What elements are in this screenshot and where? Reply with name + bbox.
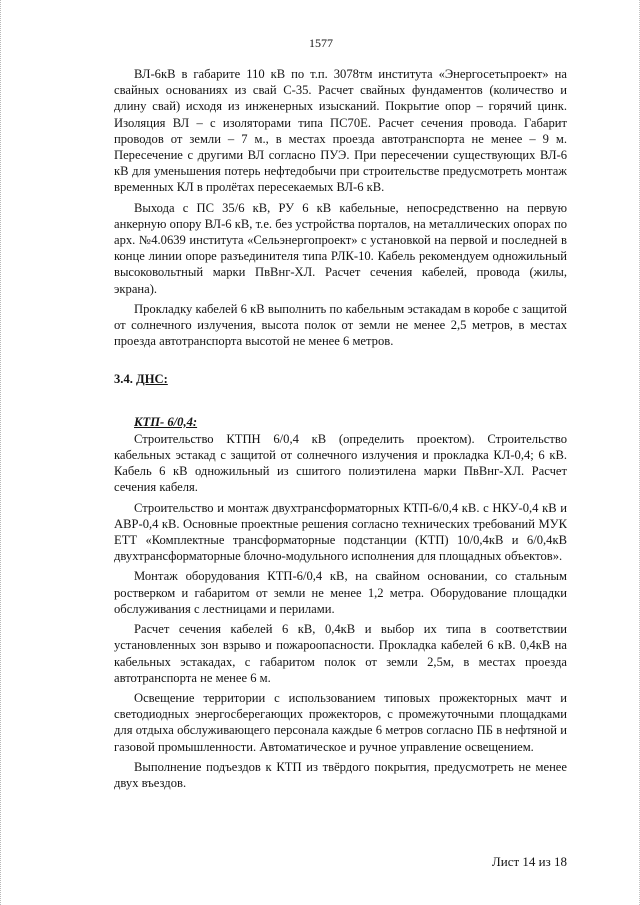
paragraph-vl6kv: ВЛ-6кВ в габарите 110 кВ по т.п. 3078тм института «Энергосетьпроект» на свайных основаниях из свай С-35. Расчет свайных фундаментов (количество и длину свай) исходя из инженерных изысканий. Покрытие опор – горячий цинк. Изоляция ВЛ – с изоляторами типа ПС70Е. Расчет сечения провода. Габарит проводов от земли – 7 м., в местах проезда автотранспорта не менее – 9 м. Пересечение с другими ВЛ согласно ПУЭ. При пересечении существующих ВЛ-6 кВ для уменьшения потерь нефтедобычи при строительстве предусмотреть монтаж временных КЛ в пролётах пересекаемых ВЛ-6 кВ. <box>114 67 567 195</box>
paragraph-lighting: Освещение территории с использованием типовых прожекторных мачт и светодиодных энергосберегающих прожекторов, с промежуточными площадками для отдыха обслуживающего персонала каждые 6 метров согласно ПБ в нефтяной и газовой промышленности. Автоматическое и ручное управление освещением. <box>114 690 567 754</box>
subsection-heading: КТП- 6/0,4: <box>134 414 198 429</box>
paragraph-ps-exits: Выхода с ПС 35/6 кВ, РУ 6 кВ кабельные, непосредственно на первую анкерную опору ВЛ-6 кВ, т.е. без устройства порталов, на металлических опорах по арх. №4.0639 института «Сельэнергопроект» с установкой на первой и последней в конце линии опоре разъединителя типа РЛК-10. Кабель рекомендуем одножильный высоковольтный марки ПвВнг-ХЛ. Расчет сечения кабелей, провода (жилы, экрана). <box>114 200 567 296</box>
page-number: 1577 <box>309 36 333 50</box>
paragraph-equipment: Монтаж оборудования КТП-6/0,4 кВ, на свайном основании, со стальным ростверком и габаритом от земли не менее 1,2 метра. Оборудование площадки обслуживания с лестницами и перилами. <box>114 569 567 616</box>
sheet-counter: Лист 14 из 18 <box>491 854 567 869</box>
document-body <box>114 66 567 795</box>
section-number: 3.4. <box>114 372 133 387</box>
paragraph-access-roads: Выполнение подъездов к КТП из твёрдого покрытия, предусмотреть не менее двух въездов. <box>114 759 567 790</box>
paragraph-cable-laying: Прокладку кабелей 6 кВ выполнить по кабельным эстакадам в коробе с защитой от солнечного излучения, высота полок от земли не менее 2,5 метров, в местах проезда автотранспорта высотой не менее 6 метров. <box>114 301 567 349</box>
paragraph-cable-calc: Расчет сечения кабелей 6 кВ, 0,4кВ и выбор их типа в соответствии установленных зон взрыво и пожароопасности. Прокладка кабелей 6 кВ. 0,4кВ на кабельных эстакадах, с габаритом полок от земли 2,5м, в местах проезда автотранспорта не менее 6 м. <box>114 622 567 685</box>
paragraph-ktpn-build: Строительство КТПН 6/0,4 кВ (определить проектом). Строительство кабельных эстакад с защитой от солнечного излучения и прокладка КЛ-0,4; 6 кВ. Кабель 6 кВ одножильный из сшитого полиэтилена марки ПвВнг-ХЛ. Расчет сечения кабеля. <box>114 431 567 495</box>
section-heading <box>114 371 567 387</box>
paragraph-ktp-mount: Строительство и монтаж двухтрансформаторных КТП-6/0,4 кВ. с НКУ-0,4 кВ и АВР-0,4 кВ. Основные проектные решения согласно технических требований МУК ЕТТ «Комплектные трансформаторные подстанции (КТП) 10/0,4кВ и 6/0,4кВ двухтрансформаторные блочно-модульного исполнения для площадных объектов». <box>114 500 567 564</box>
section-title: ДНС: <box>136 372 168 387</box>
